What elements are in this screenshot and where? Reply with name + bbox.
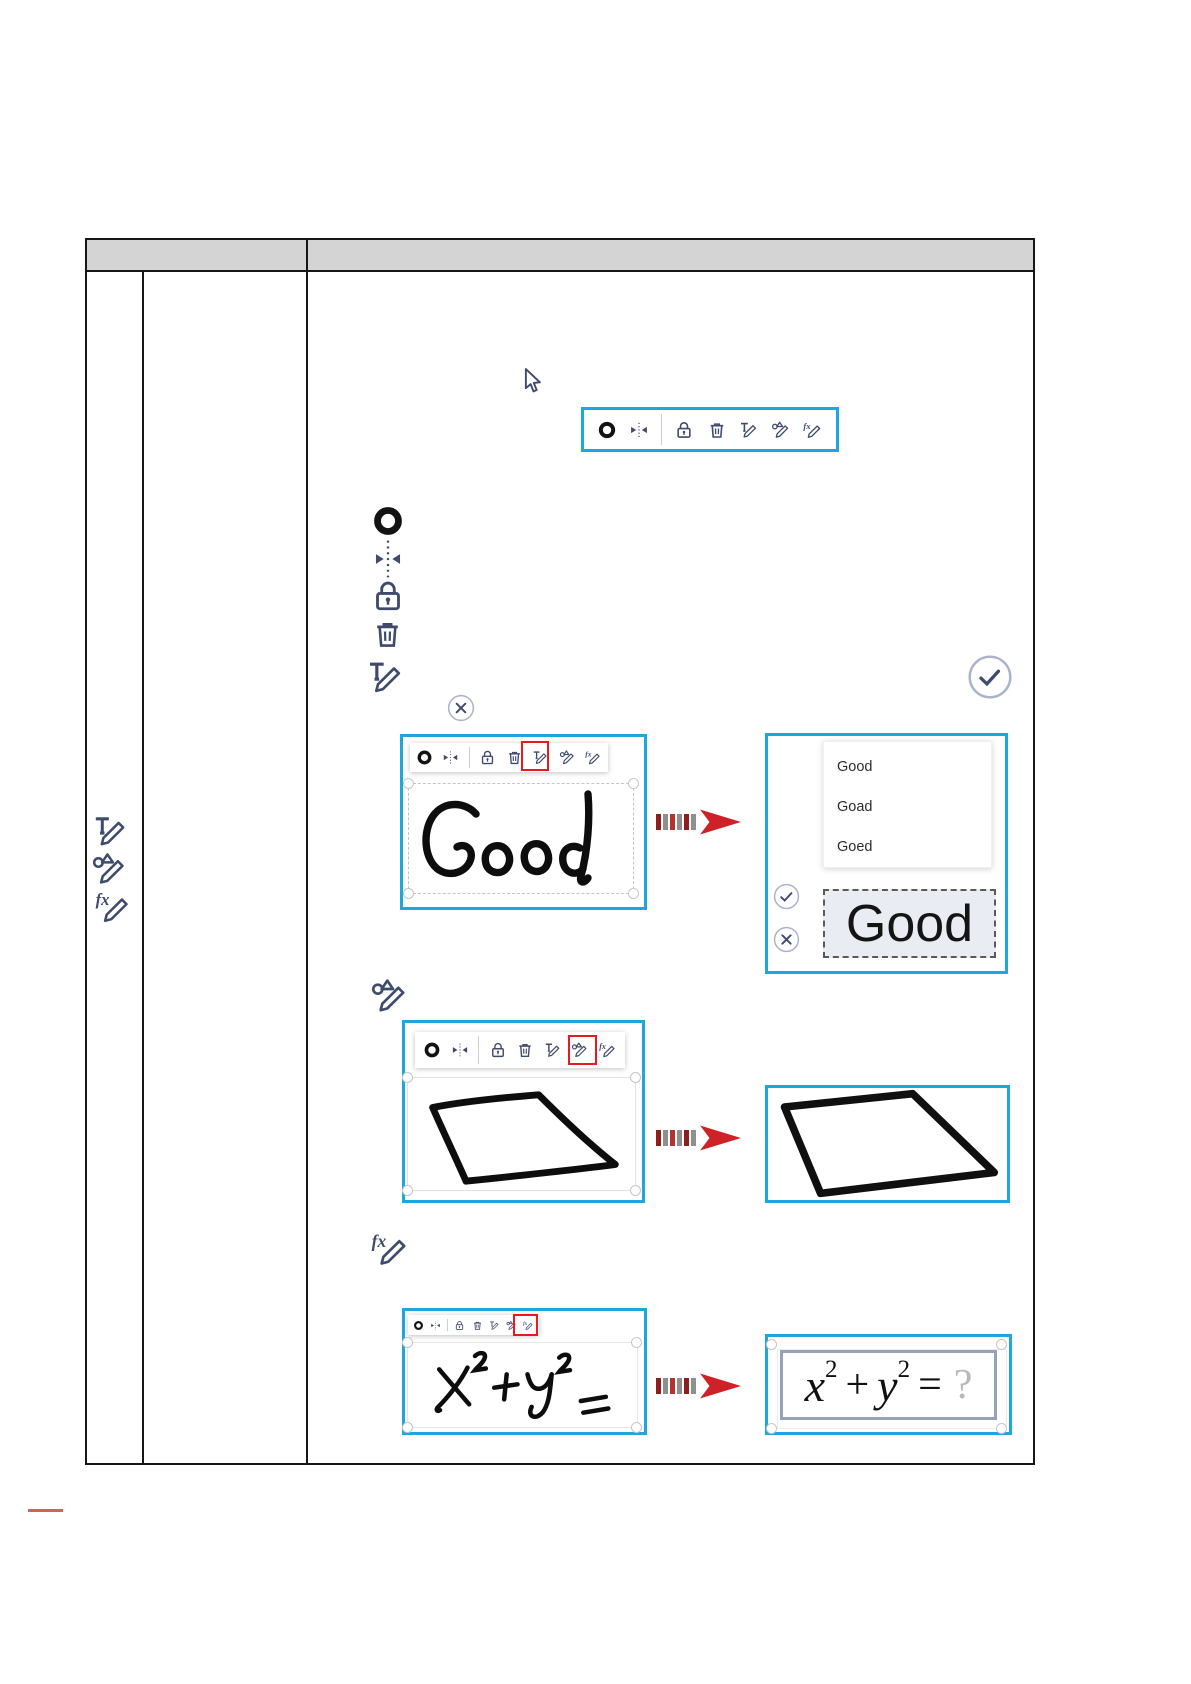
- text-recognize-pen-icon[interactable]: [739, 420, 759, 440]
- text-pen-icon: [92, 812, 130, 850]
- selection-handle[interactable]: [766, 1339, 777, 1350]
- shape-pen-icon: [91, 850, 129, 888]
- highlight-text-pen: [521, 741, 549, 771]
- cancel-close-icon[interactable]: [447, 694, 475, 722]
- circle-stroke-icon[interactable]: [597, 420, 617, 440]
- recognized-text-box[interactable]: Good: [823, 889, 996, 958]
- recognized-parallelogram: [768, 1088, 1007, 1200]
- delete-icon[interactable]: [516, 1041, 534, 1059]
- formula-variable: x: [804, 1359, 825, 1411]
- shape-recognize-pen-icon-large: [370, 976, 410, 1016]
- table-column-divider-2: [306, 272, 308, 1463]
- circle-stroke-icon[interactable]: [423, 1041, 441, 1059]
- selection-handle[interactable]: [996, 1423, 1007, 1434]
- formula-equals: =: [918, 1362, 942, 1408]
- toolbar-separator: [661, 414, 662, 445]
- text-recognize-pen-icon[interactable]: [489, 1320, 500, 1331]
- confirm-check-icon[interactable]: [773, 883, 800, 910]
- recognized-formula-box[interactable]: [780, 1350, 997, 1420]
- formula-variable: y: [877, 1359, 898, 1411]
- transform-arrow: [654, 1371, 742, 1401]
- flip-horizontal-icon-large: [369, 540, 407, 578]
- flip-horizontal-icon[interactable]: [451, 1041, 469, 1059]
- formula-recognize-pen-icon[interactable]: [585, 749, 602, 766]
- mouse-cursor-icon: [518, 366, 545, 398]
- circle-stroke-icon[interactable]: [413, 1320, 424, 1331]
- formula-operator: +: [845, 1362, 870, 1408]
- flip-horizontal-icon[interactable]: [629, 420, 649, 440]
- shape-recognize-pen-icon[interactable]: [559, 749, 576, 766]
- cancel-close-icon[interactable]: [773, 926, 800, 953]
- lock-icon[interactable]: [489, 1041, 507, 1059]
- selection-handle[interactable]: [766, 1423, 777, 1434]
- handwritten-formula: [410, 1346, 635, 1426]
- handwritten-good: [412, 788, 634, 892]
- flip-horizontal-icon[interactable]: [430, 1320, 441, 1331]
- lock-icon-large: [370, 577, 406, 615]
- delete-icon[interactable]: [707, 420, 727, 440]
- shape-recognize-pen-icon[interactable]: [771, 420, 791, 440]
- formula-exponent: 2: [897, 1356, 911, 1383]
- toolbar-separator: [478, 1036, 479, 1064]
- transform-arrow: [654, 807, 742, 837]
- formula-pen-icon: [95, 888, 133, 926]
- sketched-parallelogram: [412, 1082, 632, 1192]
- delete-icon[interactable]: [472, 1320, 483, 1331]
- suggestion-item[interactable]: Good: [837, 759, 873, 775]
- highlight-formula-pen: [513, 1314, 538, 1336]
- lock-icon[interactable]: [674, 420, 694, 440]
- circle-stroke-icon-large: [371, 504, 405, 538]
- suggestion-item[interactable]: Goad: [837, 799, 873, 815]
- flip-horizontal-icon[interactable]: [442, 749, 459, 766]
- panel-a-toolbar: [410, 743, 608, 772]
- text-recognize-pen-icon[interactable]: [544, 1041, 562, 1059]
- selection-handle[interactable]: [996, 1339, 1007, 1350]
- table-column-divider-1: [142, 272, 144, 1463]
- confirm-check-icon[interactable]: [967, 654, 1013, 700]
- formula-recognize-pen-icon[interactable]: [803, 420, 823, 440]
- highlight-shape-pen: [568, 1035, 597, 1065]
- lock-icon[interactable]: [454, 1320, 465, 1331]
- toolbar-separator: [447, 1319, 448, 1331]
- lock-icon[interactable]: [479, 749, 496, 766]
- selection-toolbar: [581, 407, 839, 452]
- text-recognize-pen-icon-large: [366, 657, 406, 697]
- suggestion-list: [823, 741, 992, 868]
- toolbar-separator: [469, 747, 470, 768]
- suggestion-item[interactable]: Goed: [837, 839, 873, 855]
- delete-icon-large: [371, 617, 404, 651]
- formula-recognize-pen-icon[interactable]: [599, 1041, 617, 1059]
- transform-arrow: [654, 1123, 742, 1153]
- table-header-divider: [306, 240, 308, 272]
- footnote-mark: [28, 1509, 63, 1512]
- formula-recognize-pen-icon-large: [370, 1229, 412, 1269]
- circle-stroke-icon[interactable]: [416, 749, 433, 766]
- formula-placeholder: ?: [953, 1362, 973, 1408]
- formula-exponent: 2: [824, 1356, 838, 1383]
